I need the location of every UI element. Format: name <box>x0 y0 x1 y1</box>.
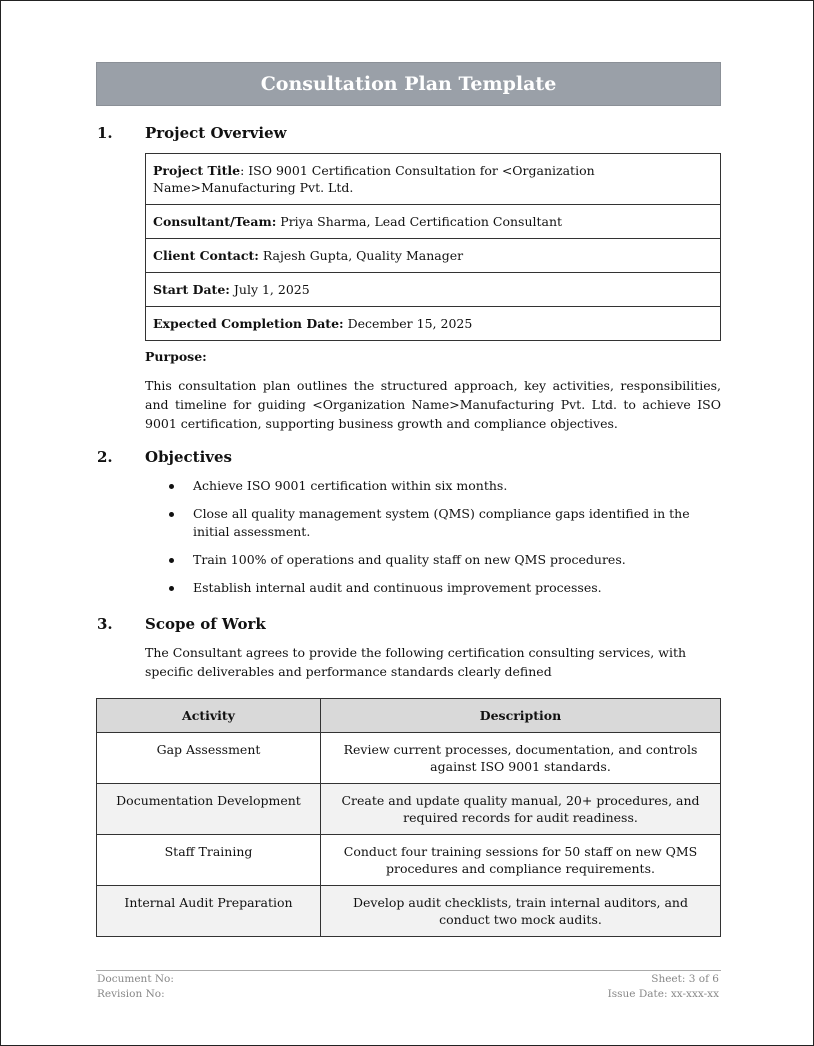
project-title-cell <box>146 154 721 205</box>
client-contact-cell <box>146 239 721 273</box>
field-value: : ISO 9001 Certification Consultation for <Organization Name>Manufacturing Pvt. Ltd. <box>153 163 595 195</box>
list-item-text: Establish internal audit and continuous improvement processes. <box>193 580 602 595</box>
bullet-icon <box>169 558 174 563</box>
section-number: 2. <box>97 448 113 466</box>
field-label: Client Contact: <box>153 248 259 263</box>
table-row <box>146 205 721 239</box>
section-heading-scope <box>97 615 266 633</box>
list-item <box>145 477 721 495</box>
section-heading-objectives <box>97 448 232 466</box>
purpose-label: Purpose: <box>145 349 207 364</box>
column-header-activity: Activity <box>97 699 321 733</box>
page-title: Consultation Plan Template <box>96 62 721 106</box>
footer-left <box>97 972 174 1002</box>
footer-right <box>608 972 719 1002</box>
table-row <box>97 886 721 937</box>
section-number: 1. <box>97 124 113 142</box>
project-overview-table <box>145 153 721 341</box>
objectives-list <box>145 477 721 607</box>
revision-number: Revision No: <box>97 988 165 1000</box>
column-header-description: Description <box>321 699 721 733</box>
start-date-cell <box>146 273 721 307</box>
field-value: Priya Sharma, Lead Certification Consultant <box>276 214 563 229</box>
list-item <box>145 551 721 569</box>
description-cell: Develop audit checklists, train internal auditors, and conduct two mock audits. <box>321 886 721 937</box>
table-row <box>146 154 721 205</box>
section-number: 3. <box>97 615 113 633</box>
issue-date: Issue Date: xx-xxx-xx <box>607 988 719 1000</box>
table-row <box>97 784 721 835</box>
section-title: Scope of Work <box>145 615 266 633</box>
description-cell: Conduct four training sessions for 50 staff on new QMS procedures and compliance requirements. <box>321 835 721 886</box>
field-value: December 15, 2025 <box>343 316 473 331</box>
activity-cell: Documentation Development <box>97 784 321 835</box>
activity-cell: Staff Training <box>97 835 321 886</box>
bullet-icon <box>169 586 174 591</box>
list-item-text: Close all quality management system (QMS) compliance gaps identified in the initial assessment. <box>193 506 690 539</box>
bullet-icon <box>169 484 174 489</box>
table-row <box>146 307 721 341</box>
section-title: Project Overview <box>145 124 287 142</box>
description-cell: Review current processes, documentation, and controls against ISO 9001 standards. <box>321 733 721 784</box>
field-value: Rajesh Gupta, Quality Manager <box>258 248 464 263</box>
list-item-text: Train 100% of operations and quality staff on new QMS procedures. <box>193 552 626 567</box>
section-heading-project-overview <box>97 124 287 142</box>
description-cell: Create and update quality manual, 20+ procedures, and required records for audit readiness. <box>321 784 721 835</box>
table-header-row <box>97 699 721 733</box>
activity-cell: Gap Assessment <box>97 733 321 784</box>
scope-intro: The Consultant agrees to provide the following certification consulting services, with specific deliverables and performance standards clearly defined <box>145 645 687 679</box>
purpose-text: This consultation plan outlines the structured approach, key activities, responsibilities, and timeline for guiding <Organization Name>Manufacturing Pvt. Ltd. to achieve ISO 9001 certification, supporting business growth and compliance objectives. <box>145 378 721 431</box>
list-item <box>145 579 721 597</box>
bullet-icon <box>169 512 174 517</box>
table-row <box>97 835 721 886</box>
field-label: Project Title <box>153 163 241 178</box>
section-title: Objectives <box>145 448 232 466</box>
activity-cell: Internal Audit Preparation <box>97 886 321 937</box>
table-row <box>146 239 721 273</box>
list-item <box>145 505 721 541</box>
field-label: Expected Completion Date: <box>153 316 344 331</box>
scope-table <box>96 698 721 937</box>
field-value: July 1, 2025 <box>229 282 310 297</box>
document-number: Document No: <box>97 973 174 985</box>
field-label: Consultant/Team: <box>153 214 277 229</box>
footer-divider <box>96 970 721 971</box>
table-row <box>97 733 721 784</box>
list-item-text: Achieve ISO 9001 certification within six months. <box>193 478 508 493</box>
completion-date-cell <box>146 307 721 341</box>
sheet-number: Sheet: 3 of 6 <box>651 973 719 985</box>
table-row <box>146 273 721 307</box>
consultant-cell <box>146 205 721 239</box>
field-label: Start Date: <box>153 282 230 297</box>
